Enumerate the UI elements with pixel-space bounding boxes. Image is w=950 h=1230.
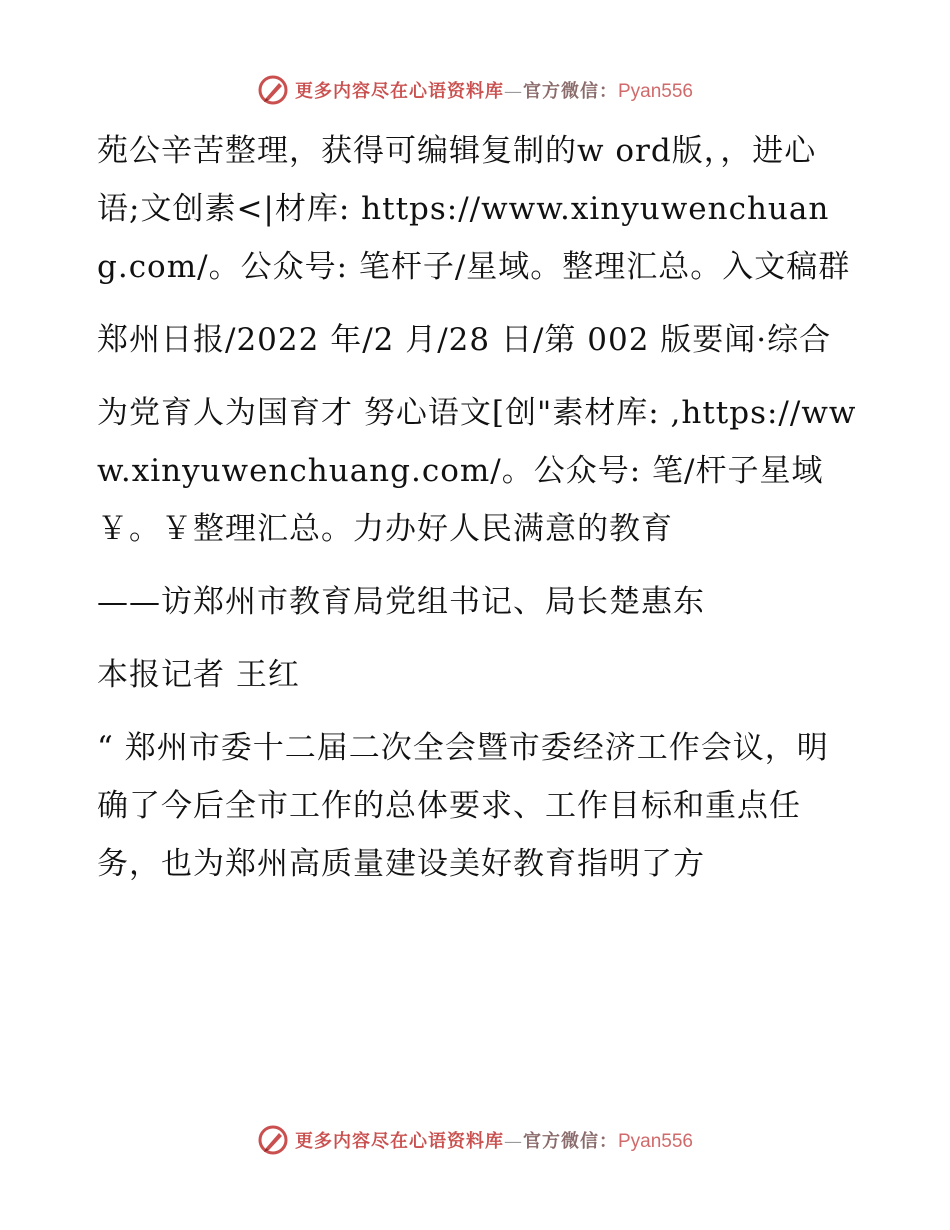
banner-handle: Pyan556: [617, 1131, 693, 1152]
paragraph-byline: 本报记者 王红: [97, 657, 300, 693]
pen-logo-icon: [257, 74, 289, 106]
pen-logo-icon: [257, 1124, 289, 1156]
banner-main-text: 更多内容尽在心语资料库: [294, 81, 504, 102]
footer-banner: [0, 1120, 950, 1160]
paragraph-source: 郑州日报/2022 年/2 月/28 日/第 002 版要闻·综合: [97, 322, 832, 358]
document-body: [97, 122, 857, 908]
header-banner: [0, 70, 950, 110]
banner-text: [295, 77, 693, 103]
paragraph-subtitle: ——访郑州市教育局党组书记、局长楚惠东: [97, 584, 705, 620]
banner-main-text: 更多内容尽在心语资料库: [294, 1131, 504, 1152]
paragraph-title: 为党育人为国育才 努心语文[创"素材库: ,https://www.xinyuwenchuang.com/。公众号: 笔/杆子星域￥。￥整理汇总。力办好人民满意的教育: [97, 395, 857, 547]
banner-dash: —: [503, 81, 523, 102]
banner-sub-text: 官方微信：: [522, 81, 618, 102]
paragraph-body: “ 郑州市委十二届二次全会暨市委经济工作会议，明确了今后全市工作的总体要求、工作目标和重点任务，也为郑州高质量建设美好教育指明了方: [97, 730, 829, 882]
banner-dash: —: [503, 1131, 523, 1152]
banner-sub-text: 官方微信：: [522, 1131, 618, 1152]
banner-text: [295, 1127, 693, 1153]
paragraph-intro: 苑公辛苦整理，获得可编辑复制的w ord版，，进心语;文创素<|材库: https://www.xinyuwenchuang.com/。公众号: 笔杆子/星域。整理汇总。入文稿群: [97, 133, 851, 285]
banner-handle: Pyan556: [617, 81, 693, 102]
